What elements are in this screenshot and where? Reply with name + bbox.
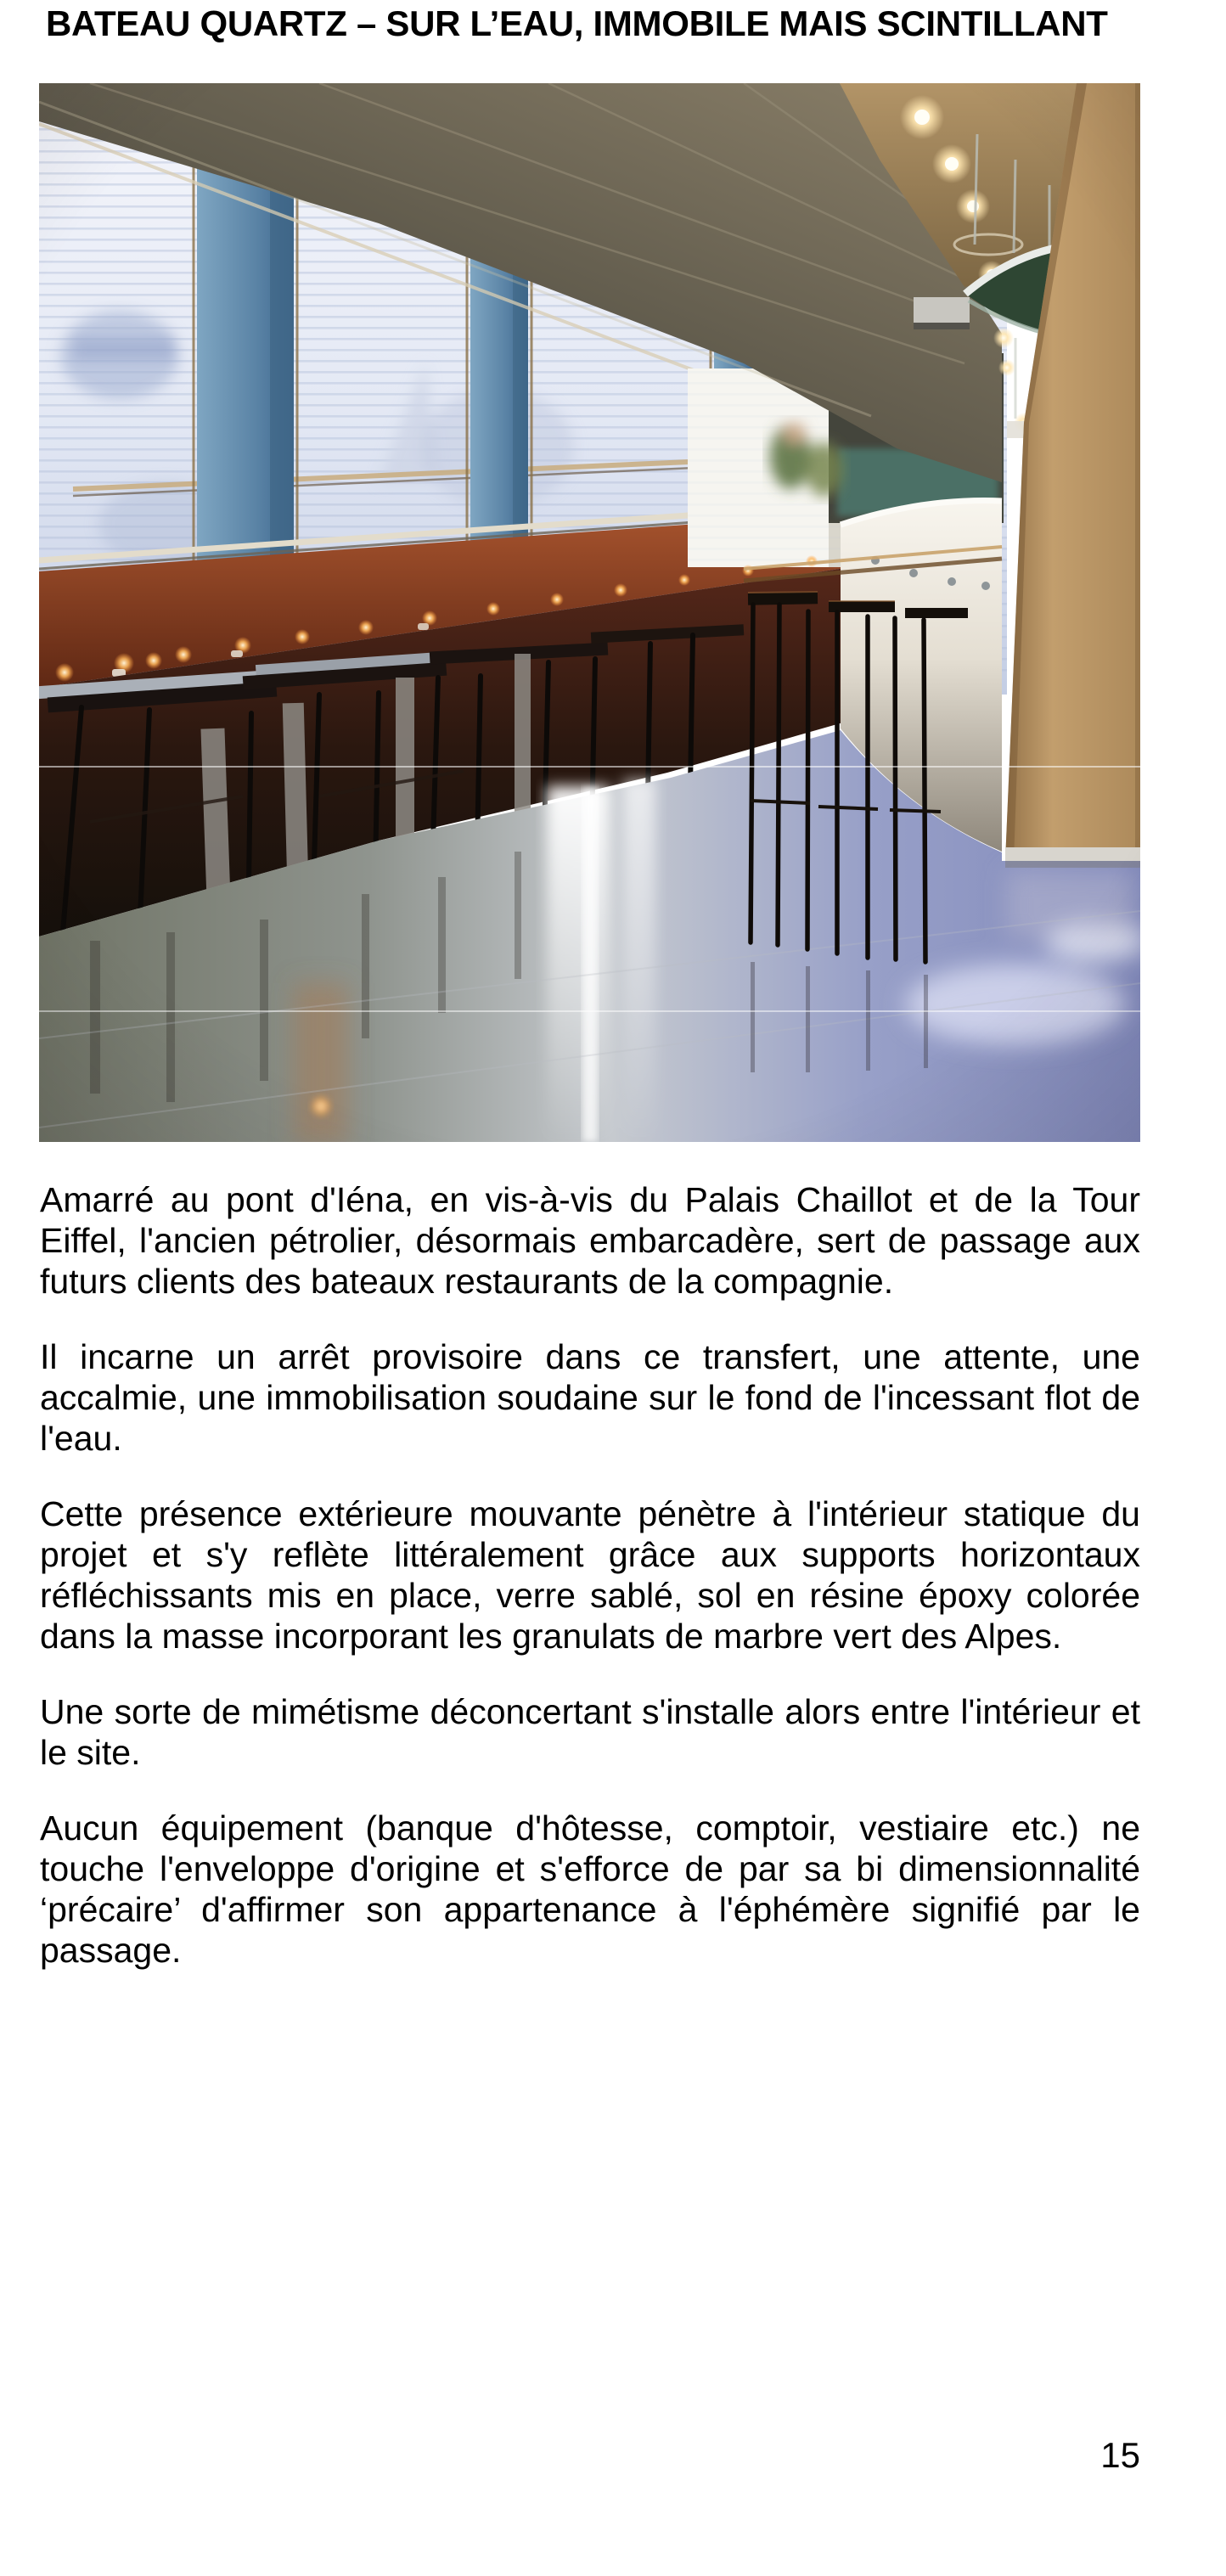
page-number: 15 <box>1100 2435 1140 2475</box>
paragraph-5: Aucun équipement (banque d'hôtesse, comptoir, vestiaire etc.) ne touche l'enveloppe d'origine et s'efforce de par sa bi dimensionnalité ‘précaire’ d'affirmer son appartenance à l'éphémère signifié par le passage. <box>40 1808 1140 1970</box>
paragraph-1: Amarré au pont d'Iéna, en vis-à-vis du Palais Chaillot et de la Tour Eiffel, l'ancien pétrolier, désormais embarcadère, sert de passage aux futurs clients des bateaux restaurants de la compagnie. <box>40 1180 1140 1301</box>
paragraph-3: Cette présence extérieure mouvante pénètre à l'intérieur statique du projet et s'y reflète littéralement grâce aux supports horizontaux réfléchissants mis en place, verre sablé, sol en résine époxy colorée dans la masse incorporant les granulats de marbre vert des Alpes. <box>40 1494 1140 1656</box>
body-text <box>40 1179 1140 2005</box>
photo-interior-boat-restaurant <box>39 83 1140 1142</box>
paragraph-4: Une sorte de mimétisme déconcertant s'installe alors entre l'intérieur et le site. <box>40 1692 1140 1772</box>
photo-illustration <box>39 83 1140 1142</box>
paragraph-2: Il incarne un arrêt provisoire dans ce transfert, une attente, une accalmie, une immobilisation soudaine sur le fond de l'incessant flot de l'eau. <box>40 1337 1140 1458</box>
photo-artifacts <box>39 83 1140 1142</box>
page-title: BATEAU QUARTZ – SUR L’EAU, IMMOBILE MAIS SCINTILLANT <box>46 3 1108 43</box>
